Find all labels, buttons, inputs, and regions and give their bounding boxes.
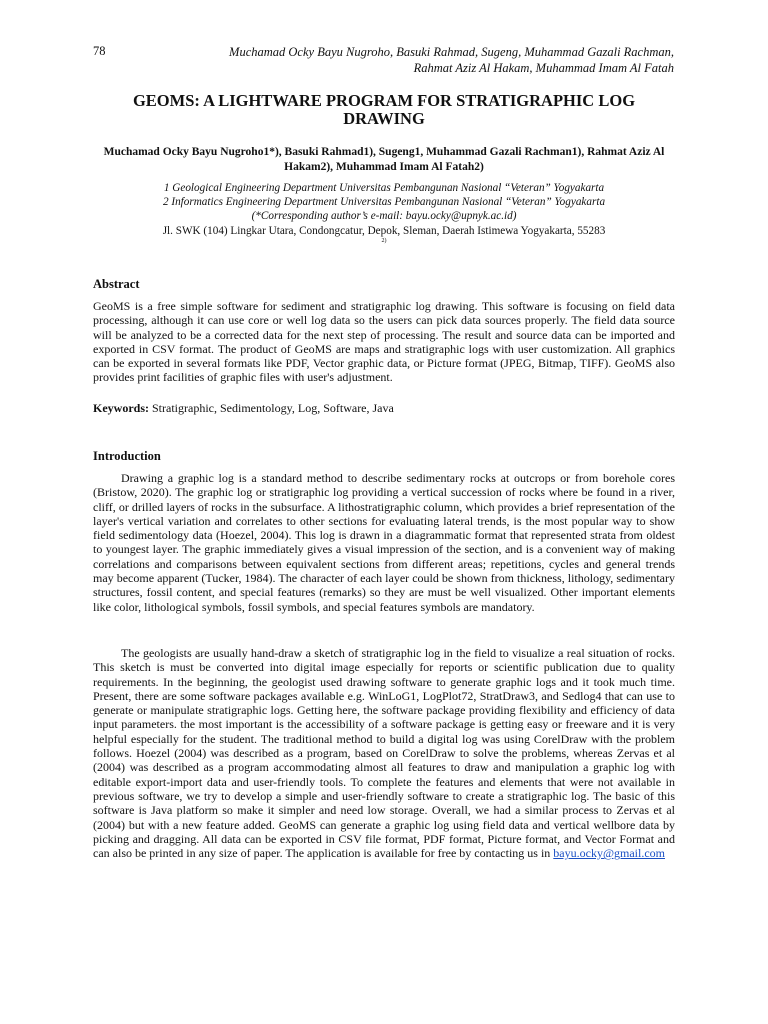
introduction-paragraph-2-text: The geologists are usually hand-draw a sketch of stratigraphic log in the field to visualize a real situation of rocks. This sketch is must be converted into digital image especially for reports or scientific publication due to quality requirements. In the beginning, the geologist used drawing software to generate graphic logs and it took much time. Present, there are some software packages available e.g. WinLoG1, LogPlot72, StratDraw3, and Sedlog4 that can use to generate or manipulate stratigraphic logs. Getting here, the software package providing flexibility and efficiency of data input parameters. the most important is the accessibility of a software package is getting easy or freeware and it is very helpful especially for the student. The traditional method to build a digital log was using CorelDraw with the problem follows. Hoezel (2004) was described as a program, based on CorelDraw to solve the problems, whereas Zervas et al (2004) was described as a program accommodating almost all features to draw and manipulation a graphic log with editable export-import data and user-friendly tools. To complete the features and elements that were not available in previous software, we try to develop a simple and user-friendly software to create a stratigraphic log. The basic of this software is Java platform so make it simpler and need low storage. Overall, we had a similar process to Zervas et al (2004) but with a new feature added. GeoMS can generate a graphic log using field data and vertical wellbore data by picking and dragging. All data can be exported in CSV file format, PDF format, Picture format, and Vector Format and can also be printed in any size of paper. The application is available for free by contacting us in bbox=[93, 646, 675, 861]
introduction-heading: Introduction bbox=[93, 449, 161, 463]
page-number: 78 bbox=[93, 44, 106, 58]
affiliations bbox=[93, 181, 675, 245]
address-note: 2) bbox=[381, 237, 387, 244]
running-head bbox=[114, 44, 674, 76]
contact-email-link[interactable]: bayu.ocky@gmail.com bbox=[553, 846, 665, 861]
affiliation-2: 2 Informatics Engineering Department Universitas Pembangunan Nasional “Veteran” Yogyakarta bbox=[162, 196, 606, 209]
running-head-line1: Muchamad Ocky Bayu Nugroho, Basuki Rahmad, Sugeng, Muhammad Gazali Rachman, bbox=[229, 45, 674, 59]
keywords-text: Stratigraphic, Sedimentology, Log, Software, Java bbox=[152, 401, 394, 415]
author-list: Muchamad Ocky Bayu Nugroho1*), Basuki Rahmad1), Sugeng1, Muhammad Gazali Rachman1), Rahmat Aziz Al Hakam2), Muhammad Imam Al Fatah2) bbox=[103, 146, 665, 173]
keywords-label: Keywords: bbox=[93, 401, 149, 415]
abstract-text: GeoMS is a free simple software for sediment and stratigraphic log drawing. This software is focusing on field data processing, although it can use core or well log data so the users can pick data sources properly. The field data source will be analyzed to be a corrected data for the next step of processing. The result and source data can be imported and exported in CSV format. The product of GeoMS are maps and stratigraphic logs with user customization. All graphics can be exported in several formats like PDF, Vector graphic data, or Picture format (JPEG, Bitmap, TIFF). GeoMS also provides print facilities of graphic files with user's adjustment. bbox=[93, 299, 675, 385]
introduction-paragraph-1: Drawing a graphic log is a standard method to describe sedimentary rocks at outcrops or from borehole cores (Bristow, 2020). The graphic log or stratigraphic log providing a vertical succession of rocks where be found in a river, cliff, or drilled layers of rocks in the subsurface. A lithostratigraphic column, which provides a brief representation of the layer's vertical variation and correlates to other sections for evaluating lateral trends, is the most popular way to show field sedimentology data (Hoezel, 2004). This log is drawn in a diagrammatic format that represented strata from oldest to youngest layer. The graphic immediately gives a visual impression of the section, and is a convenient way of making correlations and comparisons between equivalent sections from different areas; repetitions, cycles and general trends may become apparent (Tucker, 1984). The character of each layer could be shown from thickness, lithology, sedimentary structures, fossil content, and special features (remarks) so they are must be well visualized. Other important elements like color, lithological symbols, fossil symbols, and special features symbols are mandatory. bbox=[93, 471, 675, 614]
corresponding-author: (*Corresponding author’s e-mail: bayu.ocky@upnyk.ac.id) bbox=[251, 210, 517, 223]
abstract-heading: Abstract bbox=[93, 277, 140, 291]
running-head-line2: Rahmat Aziz Al Hakam, Muhammad Imam Al Fatah bbox=[413, 61, 674, 75]
keywords bbox=[93, 401, 394, 416]
postal-address: Jl. SWK (104) Lingkar Utara, Condongcatur, Depok, Sleman, Daerah Istimewa Yogyakarta, 55283 bbox=[162, 224, 606, 237]
paper-title: GEOMS: A LIGHTWARE PROGRAM FOR STRATIGRAPHIC LOG DRAWING bbox=[132, 91, 636, 128]
introduction-paragraph-2 bbox=[93, 646, 675, 860]
affiliation-1: 1 Geological Engineering Department Universitas Pembangunan Nasional “Veteran” Yogyakarta bbox=[163, 182, 605, 194]
